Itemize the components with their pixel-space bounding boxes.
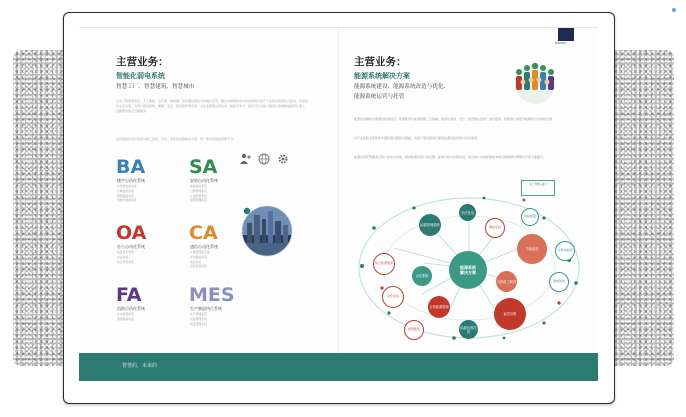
team-illustration	[511, 58, 559, 106]
energy-node-3: 储能系统	[485, 218, 505, 238]
energy-node-2: 光伏发电	[459, 204, 476, 221]
energy-node-13: 水泵系统	[412, 266, 432, 286]
right-line-2: 能源系统运营与托管	[354, 94, 405, 100]
energy-node-12: 空压系统	[382, 286, 404, 308]
ba-code: BA	[116, 156, 146, 178]
oa-list: 信息发布系统 会议系统 综合布线系统	[117, 250, 134, 264]
left-paragraph-2: 具有智能化设计资质与施工资质，可为一次性的完整解决方案，同一套系统集成管理平台。	[116, 137, 237, 141]
left-heading: 主营业务：	[116, 56, 169, 68]
right-line-1: 能源系统建设、能源系统改造与优化、	[354, 84, 450, 90]
mes-list: 生产管理系统 设备管理系统 质量管理系统	[190, 312, 207, 326]
ba-list: 冷热源自控系统 空调自控系统 照明监控系统 给排水监控系统	[117, 184, 137, 203]
bullet-2: ■ 以专业的技术团队和丰富的项目经验为基础，为客户提供高效可靠的能源系统改造与优化服务。	[354, 136, 559, 146]
energy-node-6: 冷热电三联供	[496, 271, 517, 292]
right-heading: 主营业务：	[354, 56, 407, 68]
fa-code: FA	[116, 284, 142, 306]
ca-list: 计算机网络系统 无线覆盖系统 电话系统 有线电视系统	[190, 250, 210, 269]
bullet-3: ■ 能源运营托管服务以客户需求为导向，提供能源系统日常运维、能效分析与持续改进，助力客户实现能源成本的有效控制与管理水平的全面提升。	[354, 155, 559, 169]
energy-node-14: 综合能源服务	[373, 253, 395, 275]
sa-name: 安防自动化系统	[190, 178, 218, 183]
mes-code: MES	[189, 284, 235, 306]
fa-list: 火灾报警系统 消防联动系统	[117, 312, 134, 321]
logo-text: RUNWELL	[555, 42, 567, 45]
energy-node-9: 能源运维托管	[459, 320, 478, 339]
ca-name: 通信自动化系统	[190, 244, 218, 249]
globe-icon	[259, 154, 269, 164]
service-icons	[239, 152, 291, 166]
energy-node-11: 智慧照明	[404, 320, 424, 340]
ca-code: CA	[189, 222, 218, 244]
glitter-background-right	[612, 50, 674, 366]
right-subheading: 能源系统解决方案	[354, 72, 410, 80]
brochure-spread	[79, 27, 598, 380]
left-subheading: 智能化弱电系统	[116, 72, 165, 80]
callout-box: 以上为核心能力	[521, 180, 555, 196]
indicator-dot	[672, 8, 676, 12]
fa-name: 消防自动化系统	[117, 306, 145, 311]
left-paragraph: 启动了智慧型项目，人工智能、云计算、物联网、移动通信等技术的融合应用，通过多种智能化方式将建筑与各个子系统有机的结合起来，实现信息交互共享，为用户提供高效、便捷、安全、舒适的环境空间，为企业降低运营成本，提高竞争力；我们可以为客户提供从咨询规划到设计施工、运维服务的全过程服务。	[116, 99, 308, 113]
energy-node-4: 节能改造	[517, 234, 547, 264]
page-spine	[338, 28, 339, 353]
energy-node-15: 电能质量	[521, 208, 539, 226]
energy-node-5: 分布式能源	[555, 241, 575, 261]
ba-name: 楼宇自动化系统	[117, 178, 145, 183]
footer-band	[79, 353, 598, 381]
sa-code: SA	[189, 156, 218, 178]
energy-node-10: 合同能源管理	[428, 296, 450, 318]
oa-name: 办公自动化系统	[117, 244, 145, 249]
energy-node-7: 余热回收	[549, 272, 569, 292]
sa-list: 视频监控系统 门禁管理系统 入侵报警系统 巡更管理系统	[190, 184, 207, 203]
energy-node-1: 能源管理系统	[419, 214, 441, 236]
company-logo	[558, 28, 574, 41]
city-skyline-image	[241, 205, 293, 257]
hub-node: 能源系统 解决方案	[449, 251, 487, 289]
mes-name: 生产制造执行系统	[190, 306, 222, 311]
bullet-1: ■ 能源系统解决方案围绕能源供应、能源使用与能源管理三大领域，提供从规划、设计、建设到运营的一站式服务，帮助客户实现节能降耗与可持续发展。	[354, 117, 559, 131]
oa-code: OA	[116, 222, 147, 244]
footer-slogan: 智慧的，未来的	[122, 363, 158, 369]
people-icon	[240, 154, 251, 164]
energy-node-8: 能效诊断	[494, 298, 526, 330]
left-tagline: 智慧工厂、智慧建筑、智慧城市	[116, 84, 195, 90]
gear-icon	[280, 156, 287, 163]
